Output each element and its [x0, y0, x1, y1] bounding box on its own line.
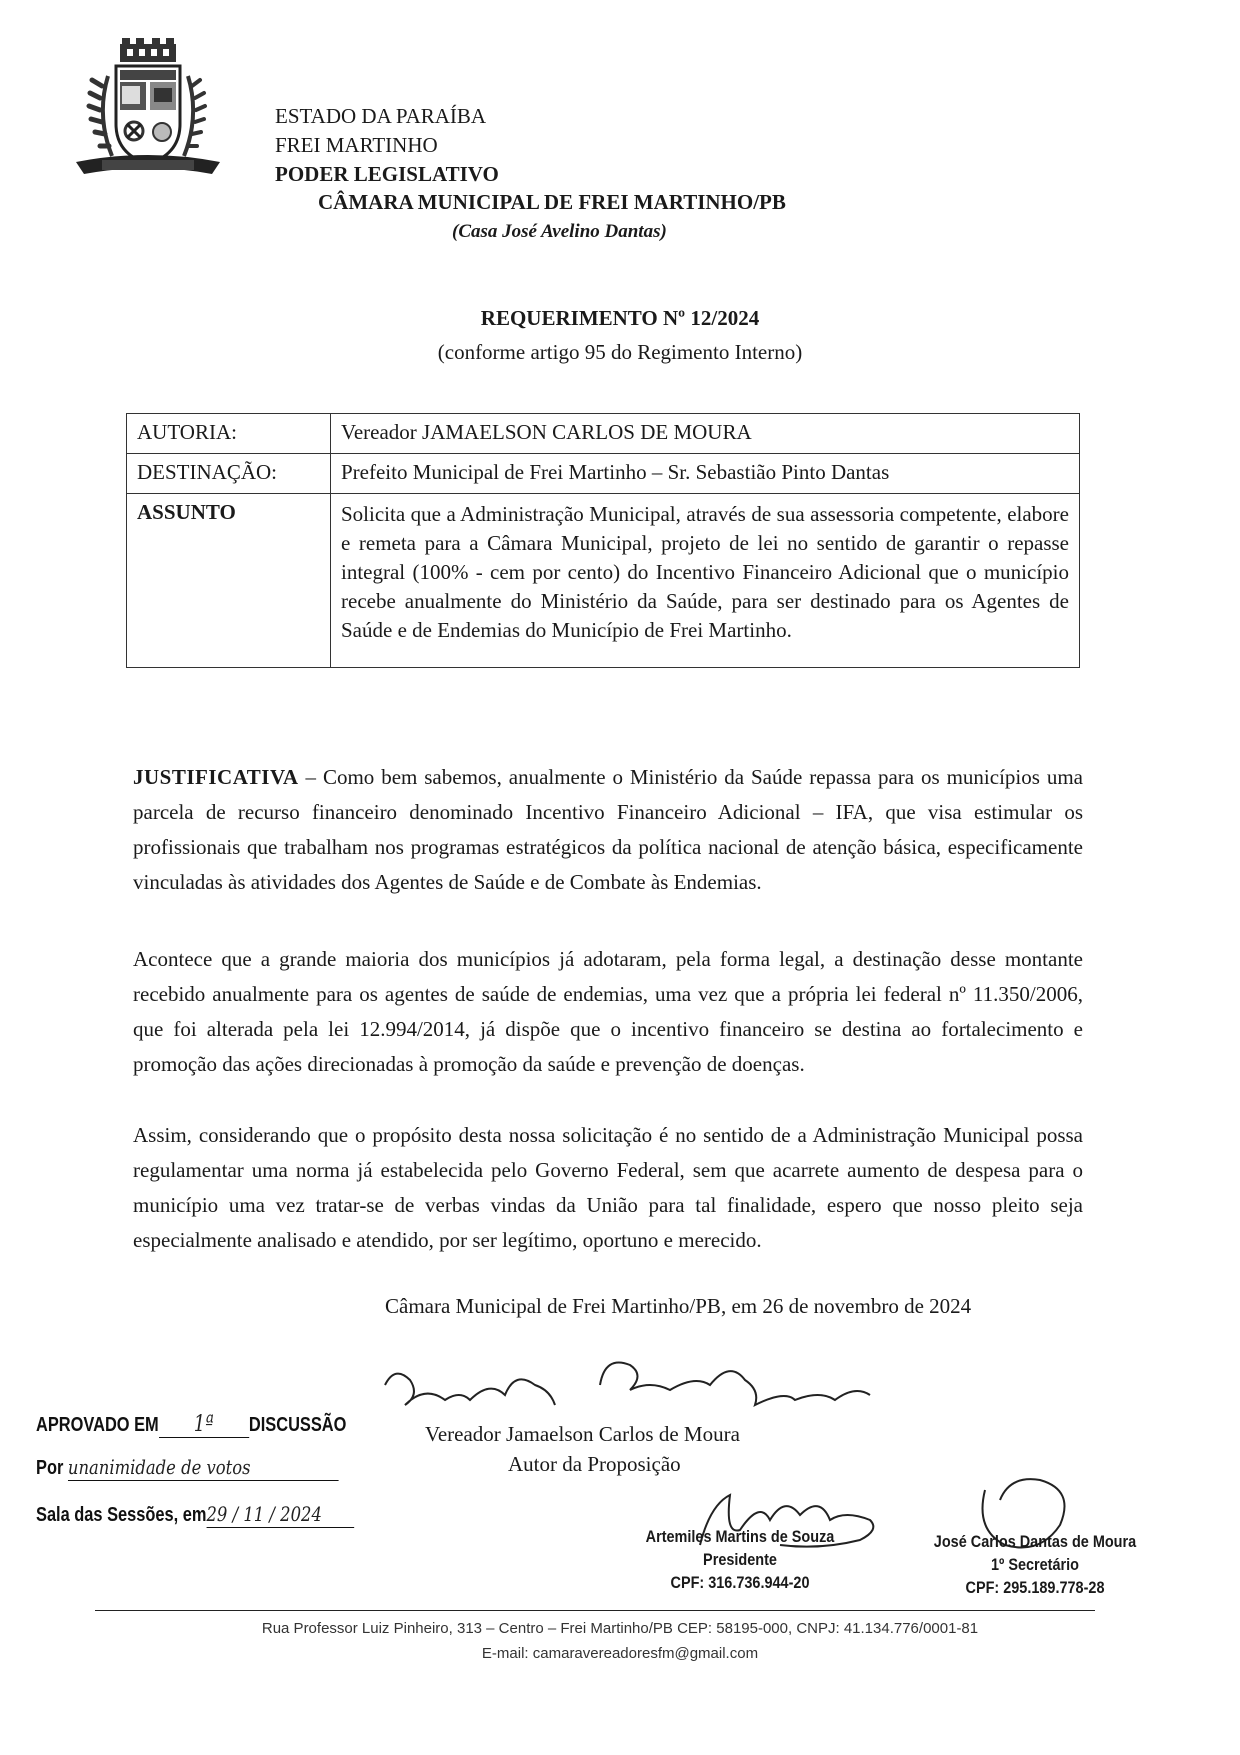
assunto-value: Solicita que a Administração Municipal, através de sua assessoria competente, elabore e remeta para a Câmara Municipal, projeto de lei no sentido de garantir o repasse integral (100% - cem por cento) do Incentivo Financeiro Adicional que o município recebe anualmente do Ministério da Saúde, para ser destinado para os Agentes de Saúde e de Endemias do Município de Frei Martinho. [331, 494, 1080, 668]
sala-label: Sala das Sessões, em [36, 1504, 207, 1526]
autoria-value: Vereador JAMAELSON CARLOS DE MOURA [331, 414, 1080, 454]
document-title: REQUERIMENTO Nº 12/2024 [480, 306, 760, 330]
sala-handwritten: 29 / 11 / 2024 [206, 1502, 322, 1526]
request-info-table [126, 413, 1080, 668]
secretary-name: José Carlos Dantas de Moura [933, 1532, 1137, 1551]
paragraph-2: Acontece que a grande maioria dos municípios já adotaram, pela forma legal, a destinação desse montante recebido anualmente para os agentes de saúde de endemias, uma vez que a própria lei federal nº 11.350/2006, que foi alterada pela lei 12.994/2014, já dispõe que o incentivo financeiro se destina ao fortalecimento e promoção das ações direcionadas à promoção da saúde e prevenção de doenças. [133, 947, 1083, 1076]
session-date-line [36, 1502, 354, 1528]
paragraph-1-text: – Como bem sabemos, anualmente o Ministério da Saúde repassa para os municípios uma parcela de recurso financeiro denominado Incentivo Financeiro Adicional – IFA, que visa estimular os profissionais que trabalham nos programas estratégicos da política nacional de atenção básica, especificamente vinculadas às atividades dos Agentes de Saúde e de Combate às Endemias. [133, 765, 1083, 894]
autoria-label: AUTORIA: [127, 414, 331, 454]
justificativa-label: JUSTIFICATIVA [133, 765, 299, 789]
municipality-name: FREI MARTINHO [275, 133, 438, 157]
author-signature-icon [385, 1363, 870, 1406]
state-name: ESTADO DA PARAÍBA [275, 104, 487, 128]
table-row [127, 494, 1080, 668]
date-line: Câmara Municipal de Frei Martinho/PB, em 26 de novembro de 2024 [385, 1294, 972, 1318]
president-role: Presidente [703, 1550, 777, 1569]
house-name: (Casa José Avelino Dantas) [452, 221, 667, 242]
aprovado-label: APROVADO EM [36, 1414, 159, 1436]
table-row [127, 414, 1080, 454]
author-role: Autor da Proposição [508, 1452, 681, 1476]
approval-line [36, 1412, 346, 1438]
branch-name: PODER LEGISLATIVO [275, 162, 499, 186]
footer-divider [95, 1610, 1095, 1611]
paragraph-3: Assim, considerando que o propósito desta nossa solicitação é no sentido de a Administração Municipal possa regulamentar uma norma já estabelecida pelo Governo Federal, sem que acarrete aumento de despesa para o município uma vez tratar-se de verbas vindas da União para tal finalidade, espero que nosso pleito seja especialmente analisado e atendido, por ser legítimo, oportuno e merecido. [133, 1123, 1083, 1252]
president-name: Artemiles Martins de Souza [645, 1527, 835, 1546]
assunto-label: ASSUNTO [127, 494, 331, 668]
table-row [127, 454, 1080, 494]
author-name: Vereador Jamaelson Carlos de Moura [425, 1422, 740, 1446]
footer-email: E-mail: camaravereadoresfm@gmail.com [481, 1645, 759, 1662]
chamber-name: CÂMARA MUNICIPAL DE FREI MARTINHO/PB [318, 190, 786, 214]
footer-address: Rua Professor Luiz Pinheiro, 313 – Centro – Frei Martinho/PB CEP: 58195-000, CNPJ: 41.134.776/0001-81 [261, 1620, 979, 1637]
por-label: Por [36, 1457, 64, 1479]
justification-paragraph [133, 760, 1083, 900]
president-cpf: CPF: 316.736.944-20 [670, 1573, 810, 1592]
secretary-cpf: CPF: 295.189.778-28 [965, 1578, 1105, 1597]
secretary-signature-block [925, 1530, 1146, 1599]
secretary-role: 1º Secretário [990, 1555, 1080, 1574]
president-signature-block [638, 1525, 842, 1594]
destinacao-label: DESTINAÇÃO: [127, 454, 331, 494]
vote-line [36, 1455, 339, 1481]
document-subtitle: (conforme artigo 95 do Regimento Interno) [437, 340, 803, 364]
por-handwritten: unanimidade de votos [67, 1455, 251, 1479]
municipal-coat-of-arms-icon [72, 36, 224, 186]
destinacao-value: Prefeito Municipal de Frei Martinho – Sr. Sebastião Pinto Dantas [331, 454, 1080, 494]
discussao-label: DISCUSSÃO [248, 1414, 347, 1436]
aprovado-handwritten: 1ª [193, 1412, 214, 1437]
